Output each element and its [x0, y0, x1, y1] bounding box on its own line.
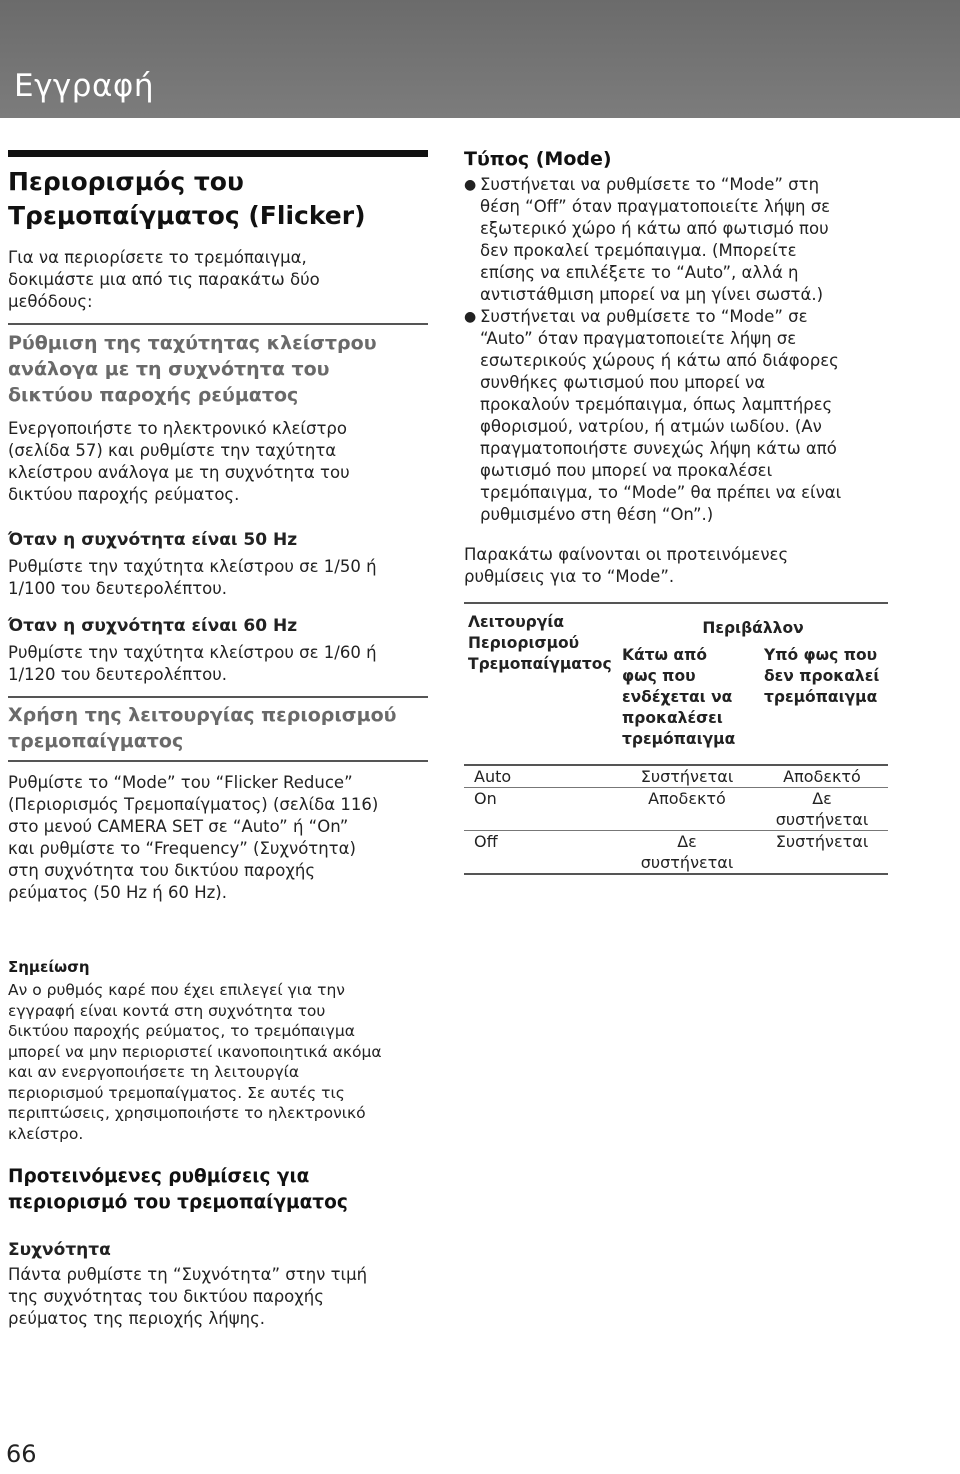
- bullet-icon: ●: [464, 309, 477, 325]
- section-reduce-body: Ρυθμίστε το “Mode” του “Flicker Reduce” (Περιορισμός Τρεμοπαίγματος) (σελίδα 116) στο μενού CAMERA SET σε “Auto” ή “On” και ρυθμίστε το “Frequency” (Συχνότητα) στη συχνότητα του δικτύου παροχής ρεύματος (50 Hz ή 60 Hz).: [8, 773, 379, 902]
- mode-recommendation-table: [464, 602, 888, 875]
- bullet-icon: ●: [464, 177, 477, 193]
- mode-title: Τύπος (Mode): [464, 148, 612, 170]
- hz60-body: Ρυθμίστε την ταχύτητα κλείστρου σε 1/60 ή 1/120 του δευτερολέπτου.: [8, 643, 377, 684]
- table-header-row: [464, 603, 888, 645]
- chapter-title: Εγγραφή: [14, 68, 154, 104]
- recommended-settings: [8, 1164, 438, 1330]
- table-header-environment: Περιβάλλον: [618, 603, 888, 645]
- section-rule: [8, 696, 428, 698]
- page-number: 66: [6, 1440, 37, 1468]
- note-title: Σημείωση: [8, 958, 90, 976]
- note-body: Αν ο ρυθμός καρέ που έχει επιλεγεί για την εγγραφή είναι κοντά στη συχνότητα του δικτύου παροχής ρεύματος, το τρεμόπαιγμα μπορεί να μην περιοριστεί ικανοποιητικά ακόμα και αν ενεργοποιήσετε τη λειτουργία περιορισμού τρεμοπαίγματος. Σε αυτές τις περιπτώσεις, χρησιμοποιήστε το ηλεκτρονικό κλείστρο.: [8, 981, 382, 1143]
- table-intro: Παρακάτω φαίνονται οι προτεινόμενες ρυθμίσεις για το “Mode”.: [464, 545, 789, 586]
- intro-text: Για να περιορίσετε το τρεμόπαιγμα, δοκιμάστε μια από τις παρακάτω δύο μεθόδους:: [8, 248, 320, 311]
- table-header-flicker-light: Κάτω από φως που ενδέχεται να προκαλέσει τρεμόπαιγμα: [622, 646, 736, 748]
- table-cell-mode: Auto: [464, 765, 618, 788]
- note-block: [8, 956, 428, 1144]
- section-rule: [8, 323, 428, 325]
- section-shutter-body: Ενεργοποιήστε το ηλεκτρονικό κλείστρο (σελίδα 57) και ρυθμίστε την ταχύτητα κλείστρου ανάλογα με τη συχνότητα του δικτύου παροχής ρεύματος.: [8, 419, 350, 504]
- table-cell: Συστήνεται: [618, 765, 756, 788]
- left-column: [8, 150, 428, 904]
- table-cell-mode: On: [464, 788, 618, 831]
- bullet-off: ● Συστήνεται να ρυθμίσετε το “Mode” στη θέση “Off” όταν πραγματοποιείτε λήψη σε εξωτερικό χώρο ή κάτω από φωτισμό που δεν προκαλεί τρεμόπαιγμα. (Μπορείτε επίσης να επιλέξετε το “Auto”, αλλά η αντιστάθμιση μπορεί να μη γίνει σωστά.): [464, 175, 831, 304]
- section-shutter-title: Ρύθμιση της ταχύτητας κλείστρου ανάλογα με τη συχνότητα του δικτύου παροχής ρεύματος: [8, 332, 377, 406]
- frequency-title: Συχνότητα: [8, 1240, 111, 1260]
- hz60-title: Όταν η συχνότητα είναι 60 Hz: [8, 616, 298, 636]
- chapter-header: [0, 0, 960, 118]
- table-row: [464, 788, 888, 831]
- table-cell: Δε συστήνεται: [756, 788, 888, 831]
- table-row: [464, 765, 888, 788]
- table-row: [464, 831, 888, 875]
- bullet-auto: ● Συστήνεται να ρυθμίσετε το “Mode” σε “Auto” όταν πραγματοποιείτε λήψη σε εσωτερικούς χώρους ή κάτω από διάφορες συνθήκες φωτισμού που μπορεί να προκαλούν τρεμόπαιγμα, όπως λαμπτήρες φθορισμού, νατρίου, ή ατμών ιωδίου. (Αν πραγματοποιήστε συνεχώς λήψη κάτω από φωτισμό που μπορεί να προκαλέσει τρεμόπαιγμα, το “Mode” θα πρέπει να είναι ρυθμισμένο στη θέση “On”.): [464, 307, 842, 524]
- hz50-title: Όταν η συχνότητα είναι 50 Hz: [8, 530, 298, 550]
- hz50-body: Ρυθμίστε την ταχύτητα κλείστρου σε 1/50 ή 1/100 του δευτερολέπτου.: [8, 557, 377, 598]
- title-rule: [8, 150, 428, 157]
- table-header-mode: Λειτουργία Περιορισμού Τρεμοπαίγματος: [464, 603, 618, 765]
- section-reduce-title: Χρήση της λειτουργίας περιορισμού τρεμοπαίγματος: [8, 704, 397, 752]
- table-cell: Αποδεκτό: [618, 788, 756, 831]
- table-header-no-flicker-light: Υπό φως που δεν προκαλεί τρεμόπαιγμα: [764, 646, 880, 706]
- table-cell: Αποδεκτό: [756, 765, 888, 788]
- table-cell: Δε συστήνεται: [618, 831, 756, 875]
- main-title: Περιορισμός του Τρεμοπαίγματος (Flicker): [8, 167, 366, 230]
- table-cell-mode: Off: [464, 831, 618, 875]
- frequency-body: Πάντα ρυθμίστε τη “Συχνότητα” στην τιμή της συχνότητας του δικτύου παροχής ρεύματος της περιοχής λήψης.: [8, 1265, 368, 1328]
- right-column: [464, 146, 894, 875]
- recommended-title: Προτεινόμενες ρυθμίσεις για περιορισμό του τρεμοπαίγματος: [8, 1166, 348, 1213]
- section-rule: [8, 760, 428, 762]
- table-cell: Συστήνεται: [756, 831, 888, 875]
